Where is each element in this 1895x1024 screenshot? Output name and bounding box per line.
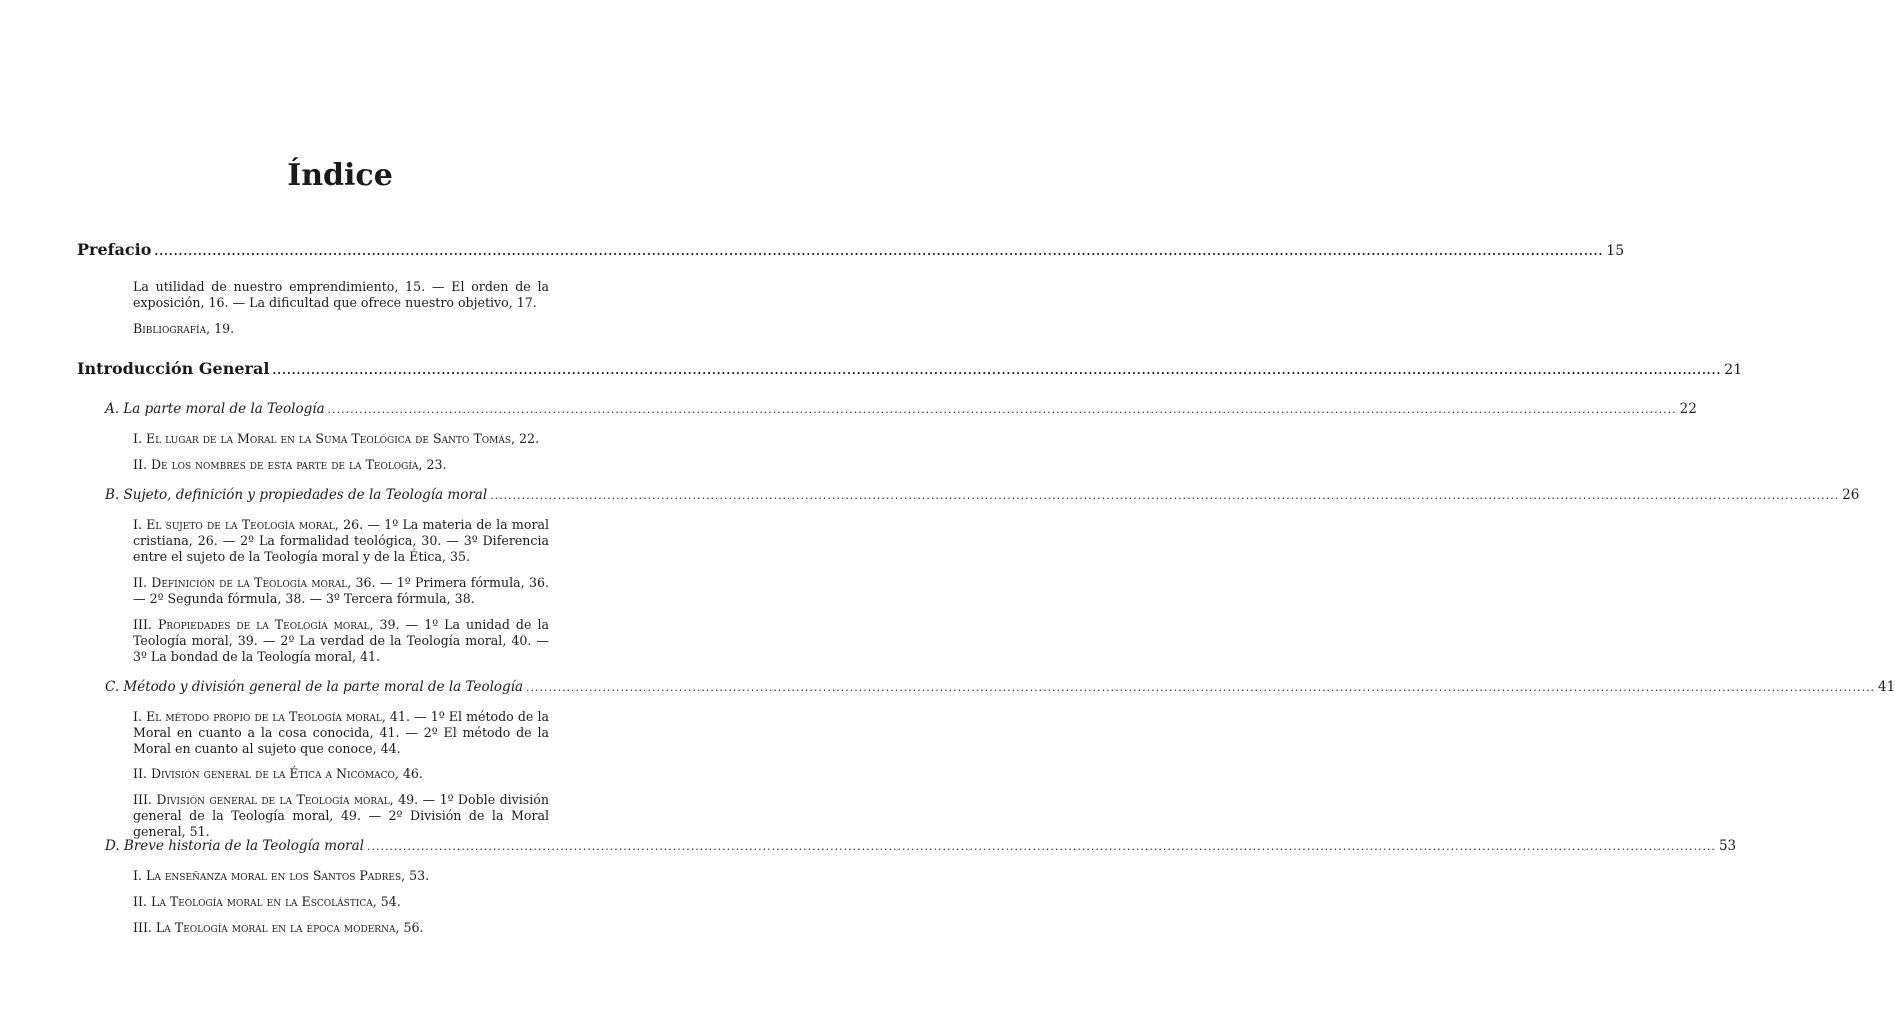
dot-leader: ............................................................................................................................................................................................................................................................................................................ — [154, 245, 1604, 258]
toc-item — [133, 894, 549, 910]
toc-item-heading: III. Propiedades de la Teología moral — [133, 617, 370, 632]
toc-item-heading: II. División general de la Ética a Nicómaco — [133, 766, 395, 781]
toc-section-page: 41 — [1878, 679, 1895, 695]
toc-entry-introduccion[interactable] — [77, 359, 1743, 378]
toc-section-d[interactable] — [105, 838, 1737, 854]
toc-section-b[interactable] — [105, 487, 1860, 503]
toc-item — [133, 617, 549, 665]
toc-section-c[interactable] — [105, 679, 1895, 695]
bibliografia-page: , 19. — [206, 321, 235, 336]
toc-item-heading: I. El lugar de la Moral en la Suma Teológica de Santo Tomás — [133, 431, 512, 446]
toc-item — [133, 709, 549, 757]
toc-item — [133, 517, 549, 565]
toc-entry-page: 21 — [1724, 362, 1743, 378]
toc-item-text: , 41. — 1º El método de la Moral en cuanto a la cosa conocida, 41. — 2º El método de la Moral en cuanto al sujeto que conoce, 44. — [133, 709, 549, 756]
toc-item-text: , 46. — [394, 766, 423, 781]
toc-item-text: , 36. — 1º Primera fórmula, 36. — 2º Segunda fórmula, 38. — 3º Tercera fórmula, 38. — [133, 575, 549, 606]
dot-leader: ............................................................................................................................................................................................................................................................................................................ — [490, 489, 1840, 502]
prefacio-bibliografia — [133, 321, 549, 337]
toc-item-text: , 39. — 1º La unidad de la Teología moral, 39. — 2º La verdad de la Teología moral, 40. — 3º La bondad de la Teología moral, 41. — [133, 617, 549, 664]
toc-section-label: C. Método y división general de la parte moral de la Teología — [105, 679, 524, 695]
toc-item-heading: II. De los nombres de esta parte de la Teología — [133, 457, 419, 472]
toc-section-page: 53 — [1718, 838, 1737, 854]
toc-item-heading: III. La Teología moral en la época moderna — [133, 920, 396, 935]
dot-leader: ............................................................................................................................................................................................................................................................................................................ — [272, 364, 1722, 377]
toc-entry-page: 15 — [1606, 243, 1625, 259]
toc-section-a[interactable] — [105, 401, 1697, 417]
toc-entry-label: Prefacio — [77, 240, 152, 259]
toc-item-heading: I. El sujeto de la Teología moral — [133, 517, 335, 532]
toc-item — [133, 575, 549, 607]
toc-item-text: , 54. — [372, 894, 401, 909]
bibliografia-label: Bibliografía — [133, 321, 207, 336]
dot-leader: ............................................................................................................................................................................................................................................................................................................ — [526, 681, 1876, 694]
dot-leader: ............................................................................................................................................................................................................................................................................................................ — [327, 403, 1677, 416]
toc-item-heading: II. Definición de la Teología moral — [133, 575, 348, 590]
prefacio-summary: La utilidad de nuestro emprendimiento, 15. — El orden de la exposición, 16. — La dificultad que ofrece nuestro objetivo, 17. — [133, 279, 549, 310]
page-title: Índice — [287, 158, 393, 193]
toc-item — [133, 792, 549, 840]
toc-section-page: 26 — [1842, 487, 1860, 503]
toc-item — [133, 766, 549, 782]
toc-entry-label: Introducción General — [77, 359, 270, 378]
toc-item-text: , 26. — 1º La materia de la moral cristiana, 26. — 2º La formalidad teológica, 30. — 3º Diferencia entre el sujeto de la Teología moral y de la Ética, 35. — [133, 517, 550, 564]
toc-item-heading: III. División general de la Teología moral — [133, 792, 390, 807]
toc-item — [133, 868, 549, 884]
toc-section-label: A. La parte moral de la Teología — [105, 401, 325, 417]
toc-item-text: , 56. — [395, 920, 424, 935]
toc-item-text: , 23. — [418, 457, 447, 472]
toc-item-text: , 22. — [511, 431, 540, 446]
toc-item-text: , 49. — 1º Doble división general de la Teología moral, 49. — 2º División de la Moral general, 51. — [133, 792, 549, 839]
toc-item — [133, 457, 549, 473]
toc-section-page: 22 — [1679, 401, 1697, 417]
toc-entry-prefacio[interactable] — [77, 240, 1625, 259]
toc-item-text: , 53. — [401, 868, 430, 883]
toc-item-heading: II. La Teología moral en la Escolástica — [133, 894, 373, 909]
toc-item — [133, 920, 549, 936]
dot-leader: ............................................................................................................................................................................................................................................................................................................ — [366, 840, 1716, 853]
toc-section-label: D. Breve historia de la Teología moral — [105, 838, 364, 854]
toc-item — [133, 431, 549, 447]
toc-item-heading: I. El método propio de la Teología moral — [133, 709, 382, 724]
toc-item-heading: I. La enseñanza moral en los Santos Padres — [133, 868, 402, 883]
toc-section-label: B. Sujeto, definición y propiedades de la Teología moral — [105, 487, 488, 503]
